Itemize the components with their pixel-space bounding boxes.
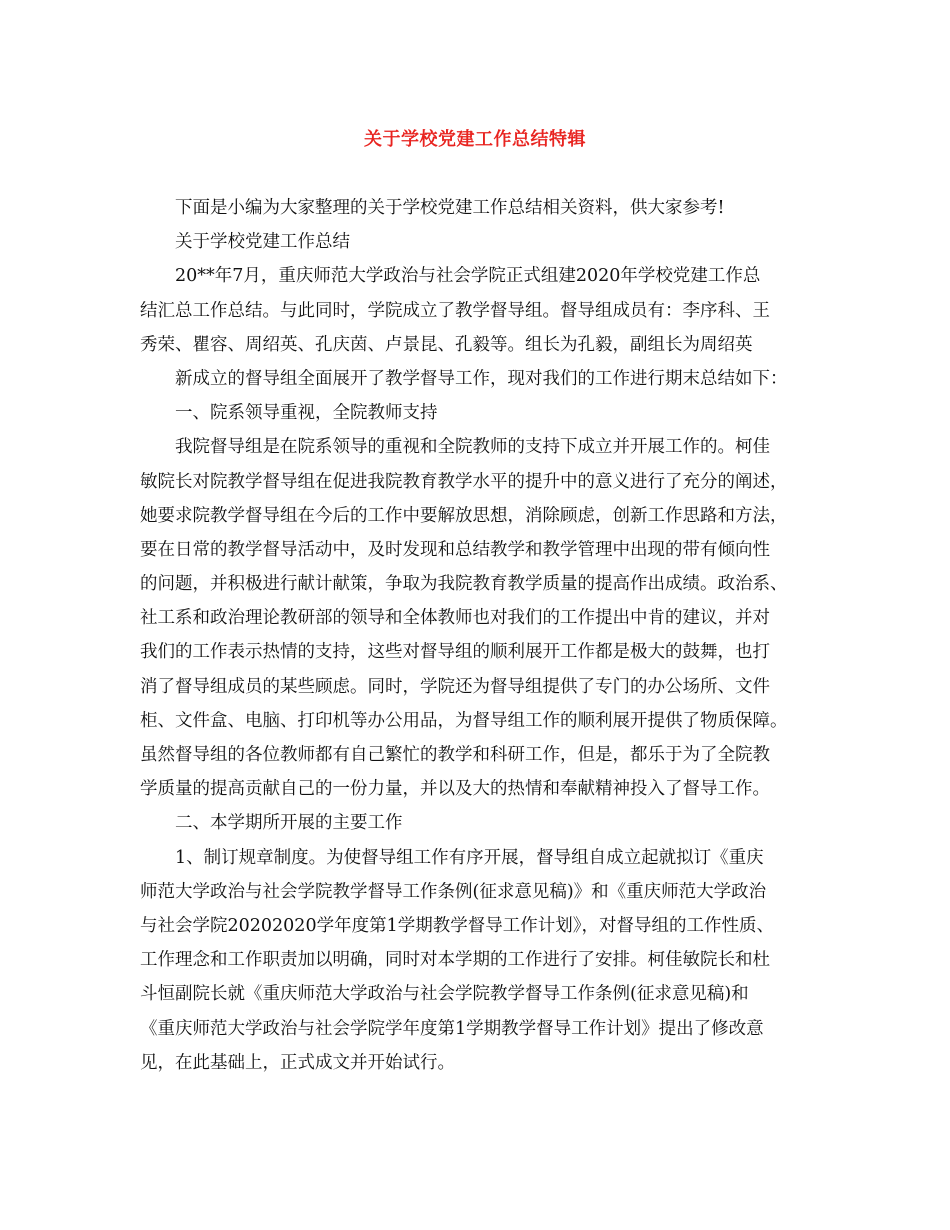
body-line: 她要求院教学督导组在今后的工作中要解放思想，消除顾虑，创新工作思路和方法，	[140, 505, 788, 526]
body-line: 要在日常的教学督导活动中，及时发现和总结教学和教学管理中出现的带有倾向性	[140, 539, 770, 560]
document-title: 关于学校党建工作总结特辑	[364, 129, 586, 150]
body-line: 社工系和政治理论教研部的领导和全体教师也对我们的工作提出中肯的建议，并对	[140, 608, 770, 629]
body-line: 学质量的提高贡献自己的一份力量，并以及大的热情和奉献精神投入了督导工作。	[140, 779, 770, 800]
body-line: 20**年7月，重庆师范大学政治与社会学院正式组建2020年学校党建工作总	[175, 266, 761, 287]
body-line: 《重庆师范大学政治与社会学院学年度第1学期教学督导工作计划》提出了修改意	[140, 1018, 764, 1039]
body-line: 柜、文件盒、电脑、打印机等办公用品，为督导组工作的顺利展开提供了物质保障。	[140, 710, 788, 731]
body-line: 消了督导组成员的某些顾虑。同时，学院还为督导组提供了专门的办公场所、文件	[140, 676, 770, 697]
body-line: 的问题，并积极进行献计献策，争取为我院教育教学质量的提高作出成绩。政治系、	[140, 574, 788, 595]
body-line: 斗恒副院长就《重庆师范大学政治与社会学院教学督导工作条例(征求意见稿)和	[140, 984, 749, 1005]
body-line: 下面是小编为大家整理的关于学校党建工作总结相关资料，供大家参考!	[175, 198, 725, 218]
body-line: 敏院长对院教学督导组在促进我院教育教学水平的提升中的意义进行了充分的阐述，	[140, 471, 788, 492]
body-line: 秀荣、瞿容、周绍英、孔庆茵、卢景昆、孔毅等。组长为孔毅，副组长为周绍英	[140, 334, 753, 355]
body-line: 我们的工作表示热情的支持，这些对督导组的顺利展开工作都是极大的鼓舞，也打	[140, 642, 770, 663]
body-line: 我院督导组是在院系领导的重视和全院教师的支持下成立并开展工作的。柯佳	[175, 437, 770, 458]
body-line: 二、本学期所开展的主要工作	[175, 813, 403, 834]
body-line: 师范大学政治与社会学院教学督导工作条例(征求意见稿)》和《重庆师范大学政治	[140, 881, 767, 902]
body-line: 见，在此基础上，正式成文并开始试行。	[140, 1052, 455, 1073]
body-line: 一、院系领导重视，全院教师支持	[175, 403, 438, 424]
body-line: 与社会学院20202020学年度第1学期教学督导工作计划》，对督导组的工作性质、	[140, 915, 774, 936]
body-line: 1、制订规章制度。为使督导组工作有序开展，督导组自成立起就拟订《重庆	[175, 847, 764, 868]
document-body	[140, 191, 828, 1080]
body-line: 结汇总工作总结。与此同时，学院成立了教学督导组。督导组成员有：李序科、王	[140, 300, 770, 321]
body-line: 虽然督导组的各位教师都有自己繁忙的教学和科研工作，但是，都乐于为了全院教	[140, 745, 770, 765]
body-line: 工作理念和工作职责加以明确，同时对本学期的工作进行了安排。柯佳敏院长和杜	[140, 950, 770, 971]
body-line: 关于学校党建工作总结	[175, 232, 350, 253]
body-line: 新成立的督导组全面展开了教学督导工作，现对我们的工作进行期末总结如下：	[175, 368, 788, 389]
